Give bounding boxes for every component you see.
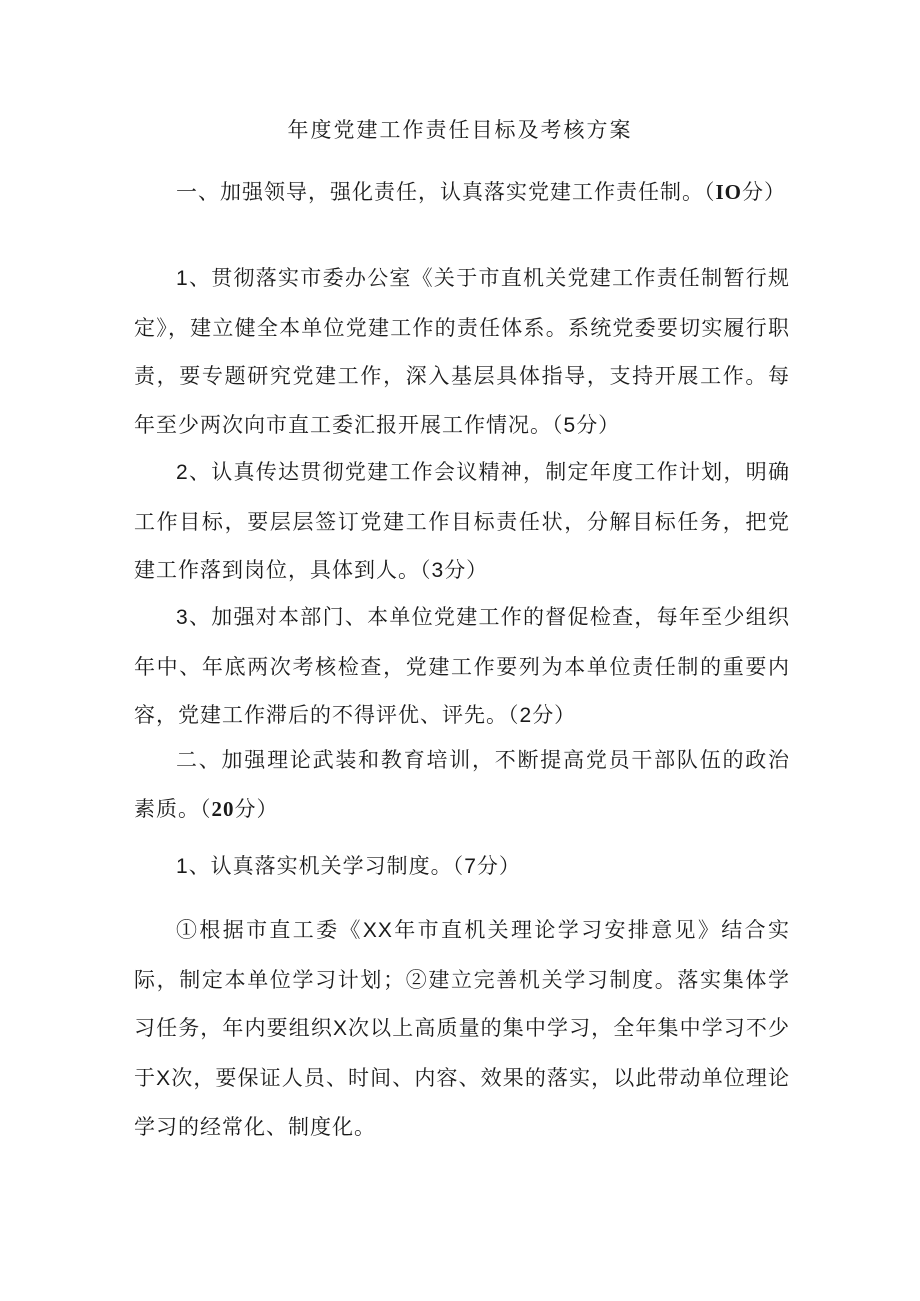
item-1-3-score: 2: [519, 704, 533, 727]
item-1-3: [134, 593, 790, 741]
item-2-1-score: 7: [464, 855, 477, 878]
item-1-1-score-unit: 分）: [576, 412, 621, 437]
detail-part-2: 年市直机关理论学习安排意见》结合实际，制定本单位学习计划；②建立完善机关学习制度。落实集体学习任务，年内要组织: [134, 918, 790, 1040]
item-2-1-detail: [134, 906, 790, 1152]
detail-part-1: ①根据市直工委《: [176, 918, 363, 942]
item-1-3-score-unit: 分）: [532, 703, 577, 727]
item-1-3-number: 3: [176, 606, 189, 629]
item-1-1: [134, 254, 790, 450]
item-2-1-number: 1: [176, 855, 189, 878]
section-1-heading: [134, 168, 790, 217]
item-2-1-text: 、认真落实机关学习制度。（: [188, 854, 465, 878]
detail-part-3: 次以上高质量的集中学习，全年集中学习不少于: [134, 1016, 791, 1090]
section-2-text: 二、加强理论武装和教育培训，不断提高党员干部队伍的政治素质。（: [134, 748, 790, 821]
item-1-2-text: 、认真传达贯彻党建工作会议精神，制定年度工作计划，明确工作目标，要层层签订党建工作目标责任状，分解目标任务，把党建工作落到岗位，具体到人。（: [134, 460, 790, 582]
item-1-2-number: 2: [176, 461, 189, 484]
detail-part-4: 次，要保证人员、时间、内容、效果的落实，以此带动单位理论学习的经常化、制度化。: [134, 1065, 791, 1139]
item-2-1: [134, 842, 790, 892]
section-2-score: 20: [211, 796, 235, 821]
item-1-2-score: 3: [431, 559, 445, 582]
item-2-1-score-unit: 分）: [476, 854, 521, 878]
item-1-1-number: 1: [176, 267, 189, 290]
item-1-2-score-unit: 分）: [444, 558, 489, 582]
detail-count-placeholder-2: X: [156, 1066, 172, 1090]
document-title: 年度党建工作责任目标及考核方案: [287, 118, 633, 142]
section-2-score-unit: 分）: [234, 796, 279, 821]
item-1-1-score: 5: [563, 413, 577, 437]
item-1-3-text: 、加强对本部门、本单位党建工作的督促检查，每年至少组织年中、年底两次考核检查，党建工作要列为本单位责任制的重要内容，党建工作滞后的不得评优、评先。（: [134, 605, 790, 727]
detail-count-placeholder-1: X: [332, 1017, 348, 1040]
section-1-score: IO: [715, 180, 743, 204]
item-1-1-text: 、贯彻落实市委办公室《关于市直机关党建工作责任制暂行规定》，建立健全本单位党建工作的责任体系。系统党委要切实履行职责，要专题研究党建工作，深入基层具体指导，支持开展工作。每年至少两次向市直工委汇报开展工作情况。（: [134, 266, 790, 437]
item-1-2: [134, 448, 790, 596]
detail-year-placeholder: XX: [362, 919, 393, 942]
section-1-score-unit: 分）: [742, 180, 787, 204]
section-2-heading: [134, 736, 790, 833]
section-1-text: 一、加强领导，强化责任，认真落实党建工作责任制。（: [176, 180, 716, 204]
